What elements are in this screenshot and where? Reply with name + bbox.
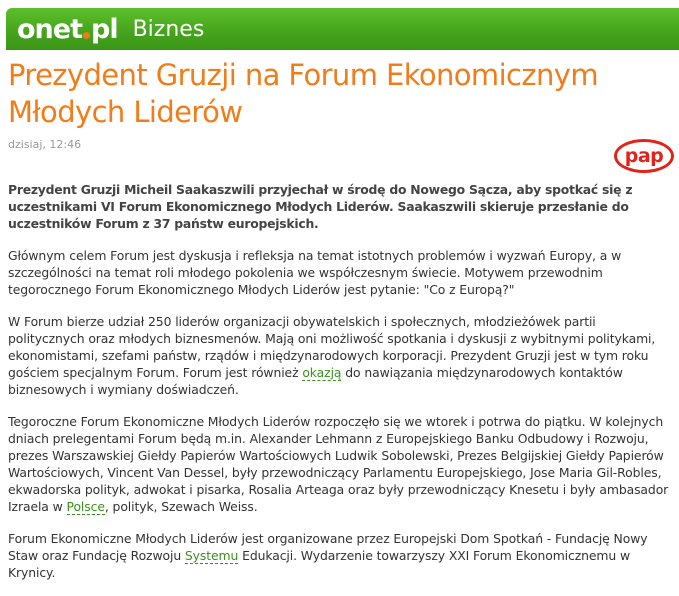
- article-paragraph-4: [8, 530, 672, 581]
- pap-logo-text: pap: [624, 145, 664, 167]
- site-header: [6, 8, 679, 50]
- paragraph-2-text-b: do nawiązania międzynarodowych kontaktów biznesowych i wymiany doświadczeń.: [8, 365, 623, 397]
- article-paragraph-1: Głównym celem Forum jest dyskusja i refleksja na temat istotnych problemów i wyzwań Europy, a w szczególności na temat roli młodego pokolenia we współczesnym świecie. Motywem przewodnim tegorocznego Forum Ekonomicznego Młodych Liderów jest pytanie: "Co z Europą?": [8, 248, 622, 297]
- paragraph-4-text-a: Forum Ekonomiczne Młodych Liderów jest organizowane przez Europejski Dom Spotkań - Fundację Nowy Staw oraz Fundację Rozwoju: [8, 531, 648, 563]
- link-systemu[interactable]: Systemu: [184, 548, 239, 563]
- logo-text-onet: onet: [17, 13, 82, 45]
- link-okazja[interactable]: okazją: [302, 365, 342, 380]
- pap-source-logo: [614, 139, 674, 173]
- article-lead: Prezydent Gruzji Micheil Saakaszwili przyjechał w środę do Nowego Sącza, aby spotkać się z uczestnikami VI Forum Ekonomicznego Młodych Liderów. Saakaszwili skieruje przesłanie do uczestników Forum z 37 państw europejskich.: [8, 182, 633, 231]
- article-paragraph-3: [8, 413, 672, 515]
- onet-logo[interactable]: [17, 13, 118, 45]
- paragraph-2-text-a: W Forum bierze udział 250 liderów organizacji obywatelskich i społecznych, młodzieżówek partii politycznych oraz młodych biznesmenów. Mają oni możliwość spotkania i dyskusji z wybitnymi politykami, ekonomistami, szefami państw, rządów i międzynarodowych korporacji. Prezydent Gruzji jest w tym roku gościem specjalnym Forum. Forum jest również: [8, 314, 656, 380]
- article-body: [8, 181, 672, 596]
- paragraph-3-text-b: , polityk, Szewach Weiss.: [104, 499, 258, 514]
- logo-dot-icon: [83, 32, 90, 39]
- link-polsce[interactable]: Polsce: [66, 499, 105, 514]
- logo-text-pl: pl: [91, 13, 118, 45]
- article-paragraph-2: [8, 313, 672, 398]
- paragraph-3-text-a: Tegoroczne Forum Ekonomiczne Młodych Liderów rozpoczęło się we wtorek i potrwa do piątku. W kolejnych dniach prelegentami Forum będą m.in. Alexander Lehmann z Europejskiego Banku Odbudowy i Rozwoju, prezes Warszawskiej Giełdy Papierów Wartościowych Ludwik Sobolewski, Prezes Belgijskiej Giełdy Papierów Wartościowych, Vincent Van Dessel, były przewodniczący Parlamentu Europejskiego, Jose Maria Gil-Robles, ekwadorska polityk, adwokat i pisarka, Rosalia Arteaga oraz były przewodniczący Knesetu i były ambasador Izraela w: [8, 414, 669, 514]
- paragraph-4-text-b: Edukacji. Wydarzenie towarzyszy XXI Forum Ekonomicznemu w Krynicy.: [8, 548, 630, 580]
- article-title: Prezydent Gruzji na Forum Ekonomicznym Młodych Liderów: [8, 58, 598, 129]
- section-name[interactable]: Biznes: [132, 16, 205, 42]
- article-date: dzisiaj, 12:46: [8, 138, 82, 151]
